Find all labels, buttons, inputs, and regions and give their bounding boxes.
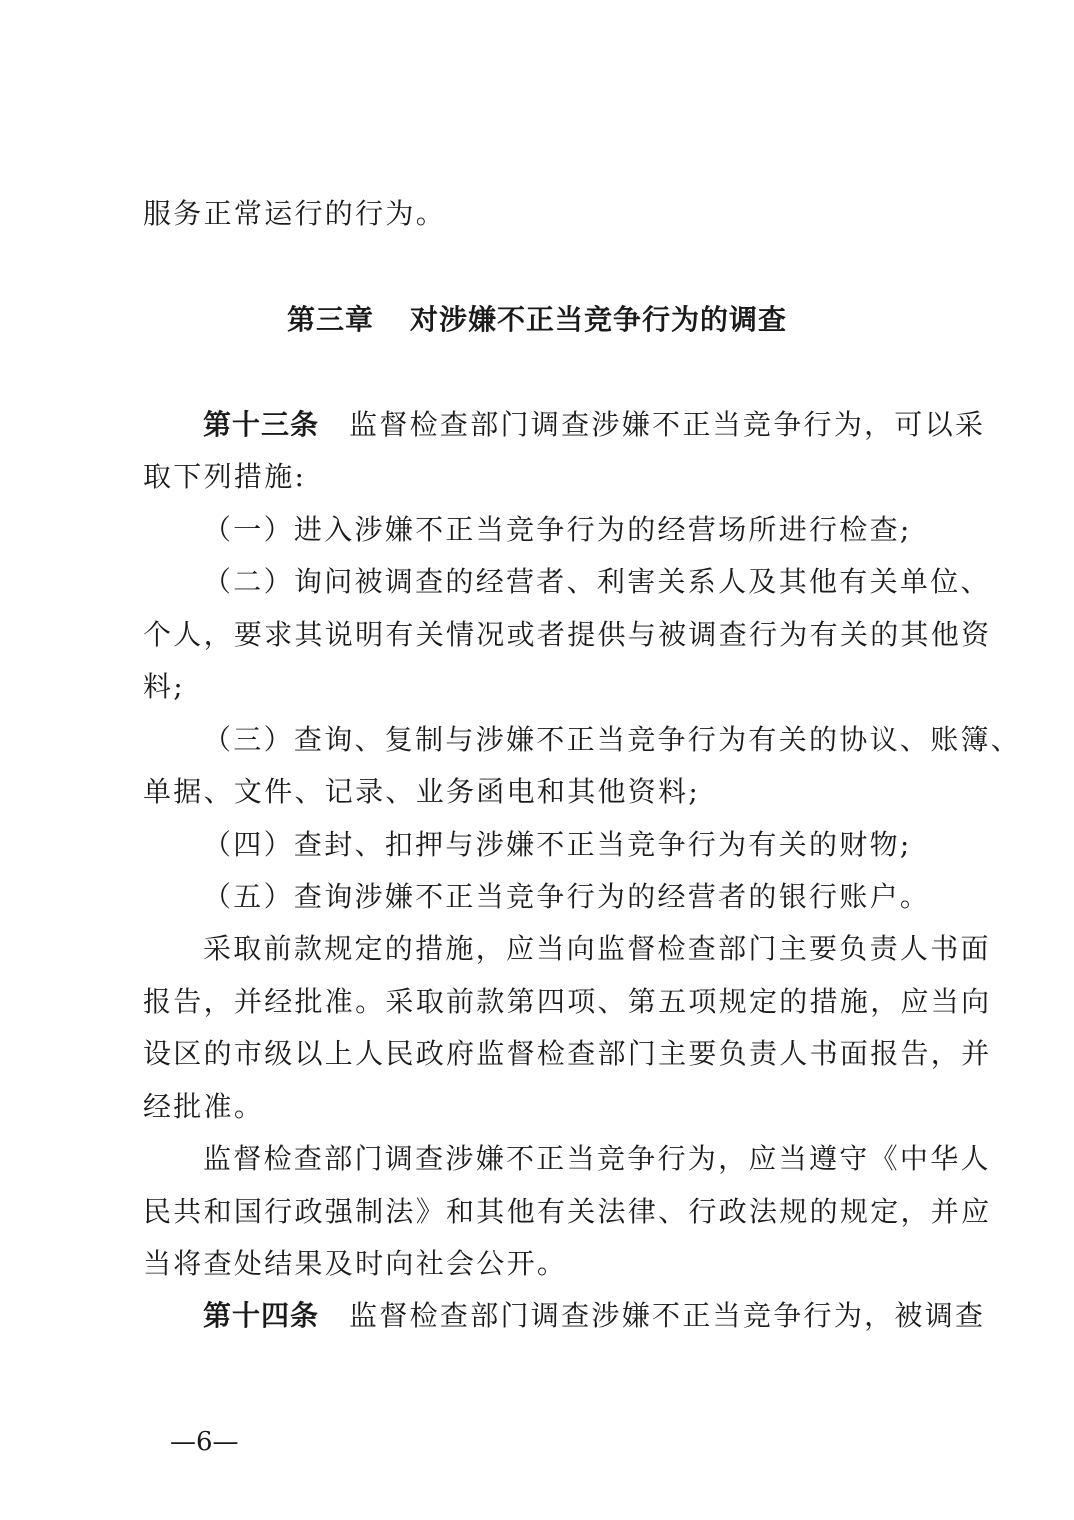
- chapter-title: 对涉嫌不正当竞争行为的调查: [410, 303, 788, 336]
- paragraph-line: 监督检查部门调查涉嫌不正当竞争行为，应当遵守《中华人: [203, 1142, 991, 1175]
- article-13-first-line: [203, 407, 986, 443]
- text-line: 取下列措施:: [143, 460, 307, 493]
- list-item: （五）查询涉嫌不正当竞争行为的经营者的银行账户。: [203, 880, 931, 913]
- text-line: 设区的市级以上人民政府监督检查部门主要负责人书面报告，并: [143, 1037, 992, 1070]
- list-item: （二）询问被调查的经营者、利害关系人及其他有关单位、: [203, 565, 991, 598]
- text-line: 经批准。: [143, 1090, 265, 1123]
- chapter-number: 第三章: [286, 303, 374, 336]
- text-line: 单据、文件、记录、业务函电和其他资料;: [143, 775, 701, 808]
- article-14-first-line: [203, 1298, 986, 1334]
- article-14-label: 第十四条: [203, 1299, 320, 1332]
- page-number: —6—: [170, 1427, 239, 1457]
- text-line: 个人，要求其说明有关情况或者提供与被调查行为有关的其他资: [143, 618, 992, 651]
- list-item: （三）查询、复制与涉嫌不正当竞争行为有关的协议、账簿、: [203, 723, 1022, 756]
- paragraph-line: 采取前款规定的措施，应当向监督检查部门主要负责人书面: [203, 932, 991, 965]
- text-line: 报告，并经批准。采取前款第四项、第五项规定的措施，应当向: [143, 985, 992, 1018]
- list-item: （四）查封、扣押与涉嫌不正当竞争行为有关的财物;: [203, 828, 912, 861]
- article-13-text: 监督检查部门调查涉嫌不正当竞争行为，可以采: [349, 408, 986, 441]
- text-line: 民共和国行政强制法》和其他有关法律、行政法规的规定，并应: [143, 1195, 992, 1228]
- text-line: 当将查处结果及时向社会公开。: [143, 1247, 568, 1280]
- chapter-heading: [0, 302, 1074, 338]
- article-14-text: 监督检查部门调查涉嫌不正当竞争行为，被调查: [349, 1299, 986, 1332]
- text-line: 料;: [143, 670, 186, 703]
- list-item: （一）进入涉嫌不正当竞争行为的经营场所进行检查;: [203, 513, 912, 546]
- text-line: 服务正常运行的行为。: [143, 197, 447, 230]
- article-13-label: 第十三条: [203, 408, 320, 441]
